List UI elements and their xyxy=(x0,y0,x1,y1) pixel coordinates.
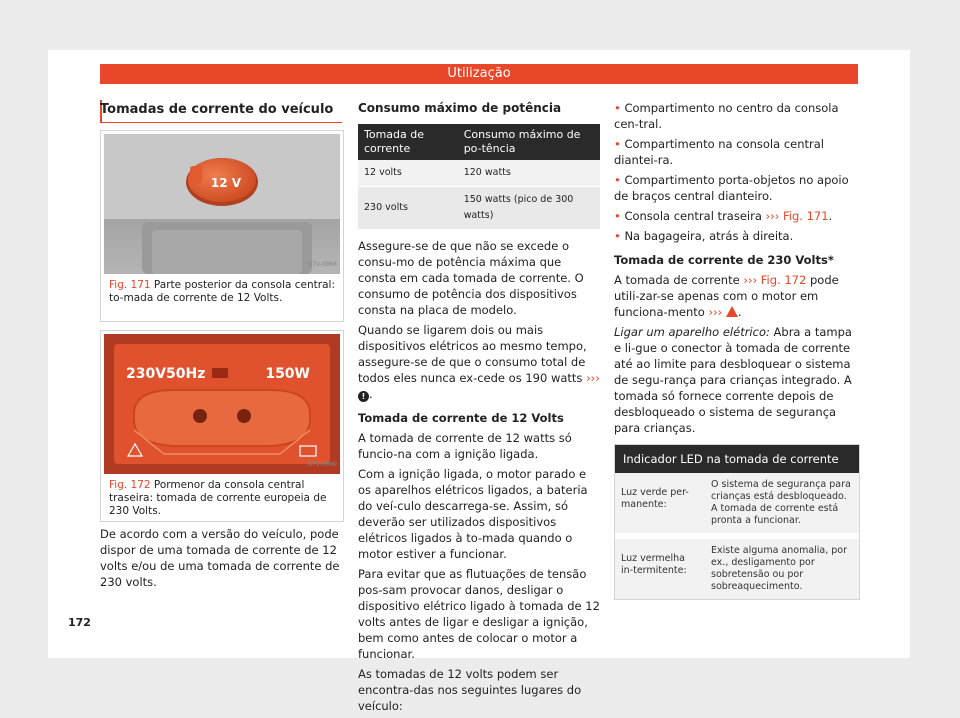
table-row xyxy=(358,160,600,187)
bullet-icon: • xyxy=(614,101,621,115)
list-item xyxy=(614,100,860,132)
middle-paragraph-4: Com a ignição ligada, o motor parado e os aparelhos elétricos ligados, a bateria do veí-culo descarrega-se. Assim, só deverão ser utilizados dispositivos elétricos ligados à to-mada quando o motor estiver a funcionar. xyxy=(358,467,588,561)
list-item-text: Na bagageira, atrás à direita. xyxy=(624,229,794,243)
figure-172-caption xyxy=(109,479,337,518)
led-description: Existe alguma anomalia, por ex., desligamento por sobretensão ou por sobreaquecimento. xyxy=(711,545,848,592)
figure-172-image xyxy=(104,334,340,474)
arrow-ref[interactable]: ››› xyxy=(586,371,600,385)
page-number: 172 xyxy=(68,616,91,629)
figure-172-label: Fig. 172 xyxy=(109,479,151,491)
table-row xyxy=(615,533,859,599)
figure-172-caption-text: Pormenor da consola central traseira: tomada de corrente europeia de 230 Volts. xyxy=(109,479,327,517)
middle-paragraph-3: A tomada de corrente de 12 watts só funcio-na com a ignição ligada. xyxy=(358,431,572,461)
info-icon: ! xyxy=(358,391,369,402)
led-description: O sistema de segurança para crianças está desbloqueado. A tomada de corrente está pronta a funcionar. xyxy=(711,479,851,526)
socket-12v-label: 12 V xyxy=(210,176,242,190)
paragraph-230v-b: pode utili-zar-se apenas com o motor em funciona-mento xyxy=(614,273,839,319)
bullet-icon: • xyxy=(614,173,621,187)
middle-paragraph-1: Assegure-se de que não se excede o consu-mo de potência máxima que consta em cada tomada de corrente. O consumo de potência dos dispositivos consta na placa de modelo. xyxy=(358,239,584,317)
led-state: Luz vermelha in-termitente: xyxy=(621,553,687,576)
middle-paragraph-2: Quando se ligarem dois ou mais dispositivos elétricos ao mesmo tempo, assegure-se de que o consumo total de todos eles nunca ex-cede os 190 watts ››› ! . xyxy=(358,323,600,401)
middle-paragraph-6: As tomadas de 12 volts podem ser encontra-das nos seguintes lugares do veículo: xyxy=(358,667,582,713)
arrow-ref[interactable]: ››› xyxy=(708,305,723,319)
bullet-icon: • xyxy=(614,137,621,151)
figure-171-caption xyxy=(109,279,337,305)
figure-171-code: B7V-0968 xyxy=(307,261,337,268)
list-item xyxy=(614,228,860,244)
power-table-cell: 230 volts xyxy=(358,187,458,230)
figure-171 xyxy=(100,130,344,322)
bullet-icon: • xyxy=(614,209,621,223)
chapter-header: Utilização xyxy=(100,64,858,84)
heading-12v: Tomada de corrente de 12 Volts xyxy=(358,411,564,425)
power-table-header-2: Consumo máximo de po-tência xyxy=(458,124,600,160)
section-title: Tomadas de corrente do veículo xyxy=(100,102,342,123)
table-row xyxy=(358,187,600,230)
middle-column xyxy=(358,100,600,718)
middle-paragraph-5: Para evitar que as flutuações de tensão pos-sam provocar danos, desligar o dispositivo elétrico ligado à tomada de 12 volts antes de ligar e desligar a ignição, bem como antes de colocar o motor a funcionar. xyxy=(358,567,600,661)
figure-171-image xyxy=(104,134,340,274)
intro-paragraph: De acordo com a versão do veículo, pode dispor de uma tomada de corrente de 12 volts e/ou de uma tomada de corrente de 230 volts. xyxy=(100,527,340,589)
figure-172 xyxy=(100,330,344,522)
plug-instruction xyxy=(614,324,860,436)
list-item xyxy=(614,172,860,204)
power-table-cell: 120 watts xyxy=(458,160,600,187)
list-item: • Consola central traseira ››› Fig. 171. xyxy=(614,209,833,223)
paragraph-230v-a: A tomada de corrente xyxy=(614,273,740,287)
plug-instruction-text: Abra a tampa e li-gue o conector à tomada de corrente até ao limite para desbloquear o sistema de segu-rança para crianças integrado. A tomada só fornece corrente depois de desbloqueado o sistema de segurança para crianças. xyxy=(614,325,852,435)
right-column xyxy=(614,100,860,600)
bullet-icon: • xyxy=(614,229,621,243)
power-table-header-1: Tomada de corrente xyxy=(358,124,458,160)
heading-230v: Tomada de corrente de 230 Volts* xyxy=(614,253,834,267)
led-indicator-box xyxy=(614,444,860,600)
plug-instruction-label: Ligar um aparelho elétrico: xyxy=(614,325,770,339)
figure-171-label: Fig. 171 xyxy=(109,279,151,291)
figure-171-caption-text: Parte posterior da consola central: to-mada de corrente de 12 Volts. xyxy=(109,279,335,304)
middle-paragraph-2-text: Quando se ligarem dois ou mais dispositivos elétricos ao mesmo tempo, assegure-se de que o consumo total de todos eles nunca ex-cede os 190 watts xyxy=(358,323,587,385)
list-item-text: Compartimento porta-objetos no apoio de braços central dianteiro. xyxy=(614,173,849,203)
figure-172-code: B7V-0969 xyxy=(307,461,337,468)
paragraph-230v: A tomada de corrente ››› Fig. 172 pode utili-zar-se apenas com o motor em funciona-mento ››› . xyxy=(614,273,839,319)
list-item-text: Consola central traseira xyxy=(624,209,762,223)
socket-230v-power: 150W xyxy=(265,366,310,382)
list-item-text: Compartimento no centro da consola cen-tral. xyxy=(614,101,839,131)
fig-172-link[interactable]: Fig. 172 xyxy=(760,273,807,287)
manual-page xyxy=(48,50,910,713)
power-table xyxy=(358,124,600,230)
fig-171-link[interactable]: Fig. 171 xyxy=(782,209,829,223)
power-table-cell: 12 volts xyxy=(358,160,458,187)
list-item xyxy=(614,136,860,168)
power-table-cell: 150 watts (pico de 300 watts) xyxy=(458,187,600,230)
led-state: Luz verde per-manente: xyxy=(621,487,689,510)
list-item-text: Compartimento na consola central diantei-ra. xyxy=(614,137,824,167)
power-table-title: Consumo máximo de potência xyxy=(358,101,562,115)
table-row xyxy=(615,473,859,533)
led-indicator-title: Indicador LED na tomada de corrente xyxy=(615,445,859,473)
arrow-ref[interactable]: ››› xyxy=(743,273,758,287)
arrow-ref[interactable]: ››› xyxy=(765,209,780,223)
warning-icon xyxy=(726,306,738,317)
socket-230v-freq: 230V50Hz xyxy=(126,366,206,382)
